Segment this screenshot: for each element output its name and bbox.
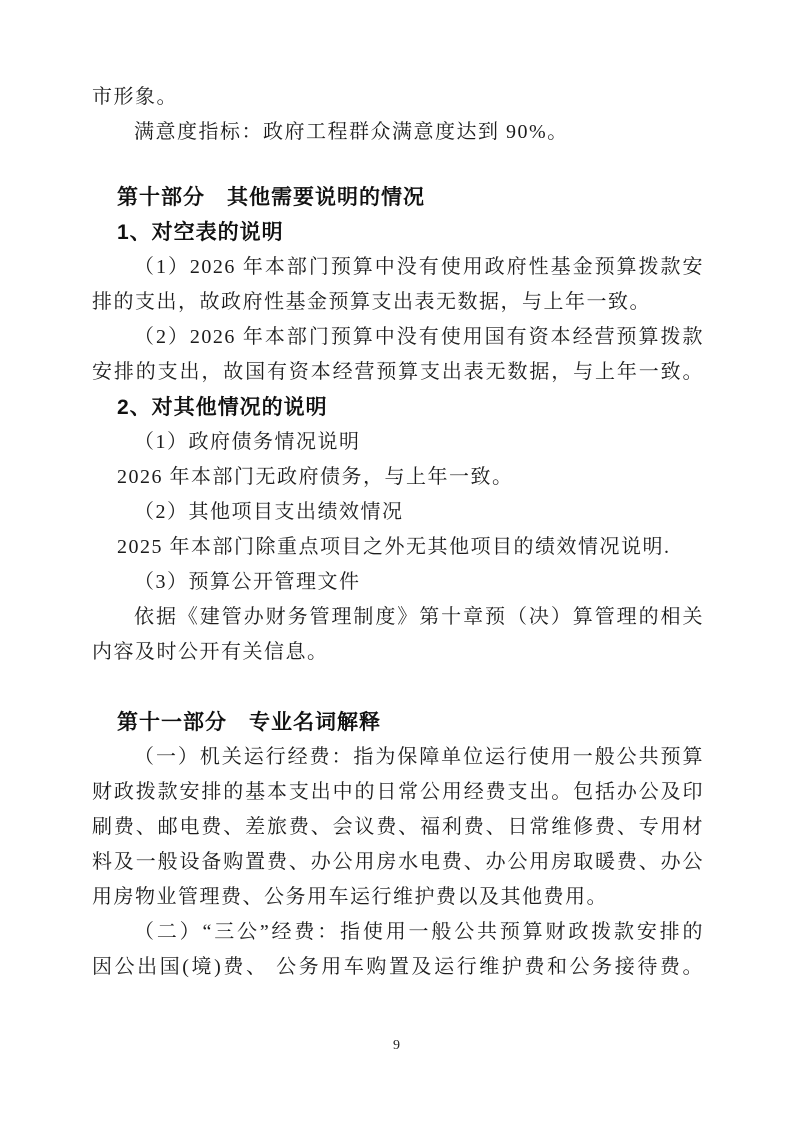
subsection-1-heading: 1、对空表的说明 xyxy=(117,221,284,244)
paragraph-line: （3）预算公开管理文件 xyxy=(134,571,361,593)
paragraph-line: 用房物业管理费、公务用车运行维护费以及其他费用。 xyxy=(92,886,608,908)
paragraph-line: 财政拨款安排的基本支出中的日常公用经费支出。包括办公及印 xyxy=(92,781,704,803)
paragraph-line: 2026 年本部门无政府债务，与上年一致。 xyxy=(117,466,514,488)
subsection-2-heading: 2、对其他情况的说明 xyxy=(117,396,328,419)
paragraph-line: 内容及时公开有关信息。 xyxy=(92,641,329,663)
paragraph-line: 因公出国(境)费、 公务用车购置及运行维护费和公务接待费。 xyxy=(92,956,704,978)
paragraph-line: （一）机关运行经费：指为保障单位运行使用一般公共预算 xyxy=(134,746,704,768)
paragraph-line: （二）“三公”经费：指使用一般公共预算财政拨款安排的 xyxy=(134,921,704,943)
section-11-heading: 第十一部分 专业名词解释 xyxy=(117,711,381,734)
paragraph-line: （1）2026 年本部门预算中没有使用政府性基金预算拨款安 xyxy=(134,256,704,278)
paragraph-line: （2）其他项目支出绩效情况 xyxy=(134,501,404,523)
document-content xyxy=(92,80,704,985)
paragraph-line: 刷费、邮电费、差旅费、会议费、福利费、日常维修费、专用材 xyxy=(92,816,704,838)
paragraph-line: 市形象。 xyxy=(92,86,178,108)
paragraph-line: 排的支出，故政府性基金预算支出表无数据，与上年一致。 xyxy=(92,291,651,313)
paragraph-line: 依据《建管办财务管理制度》第十章预（决）算管理的相关 xyxy=(134,606,704,628)
section-10-heading: 第十部分 其他需要说明的情况 xyxy=(117,186,425,209)
page-number: 9 xyxy=(393,1038,400,1053)
paragraph-line: 满意度指标：政府工程群众满意度达到 90%。 xyxy=(134,121,569,143)
paragraph-line: （1）政府债务情况说明 xyxy=(134,431,361,453)
paragraph-line: （2）2026 年本部门预算中没有使用国有资本经营预算拨款 xyxy=(134,326,704,348)
paragraph-line: 料及一般设备购置费、办公用房水电费、办公用房取暖费、办公 xyxy=(92,851,704,873)
paragraph-line: 安排的支出，故国有资本经营预算支出表无数据，与上年一致。 xyxy=(92,361,704,383)
paragraph-line: 2025 年本部门除重点项目之外无其他项目的绩效情况说明. xyxy=(117,536,671,558)
